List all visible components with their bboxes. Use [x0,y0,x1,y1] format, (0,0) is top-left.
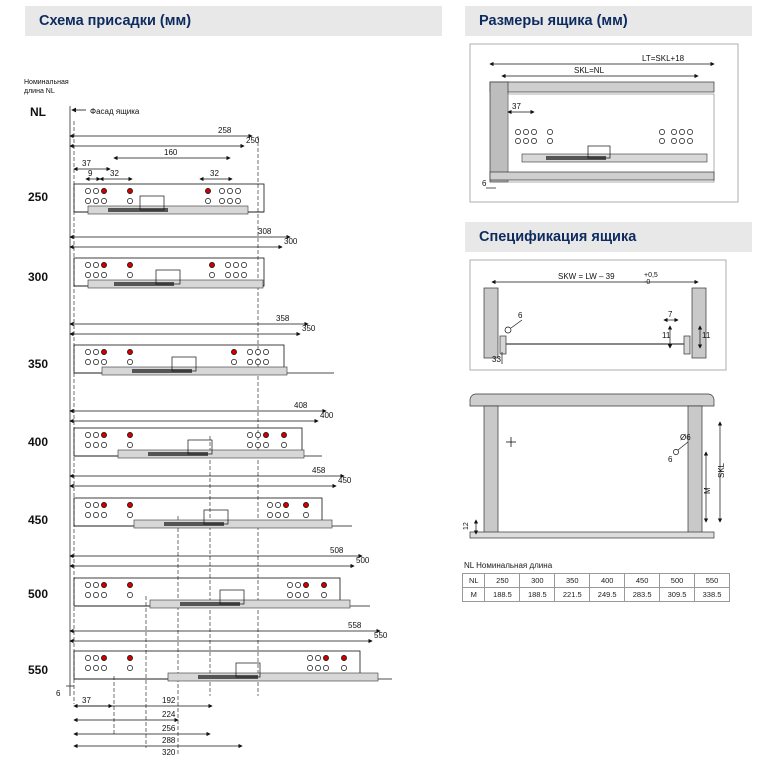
row-350 [28,345,334,375]
table-row-m [463,588,730,602]
panel-title-drilling-scheme: Схема присадки (мм) [22,6,442,36]
nominal-length-label-line1: Номинальная [24,79,69,86]
nl-table-caption: NL Номинальная длина [464,561,553,570]
nominal-length-label-line2: длина NL [24,88,55,95]
dim-408: 408 [294,401,308,410]
dim-dia6-bottom: Ø6 [680,433,691,442]
dim-6-drawer: 6 [482,179,487,188]
m-450: 283.5 [625,588,660,602]
dim-32-b: 32 [210,169,219,178]
dim-11-b: 11 [702,331,711,340]
dim-192: 192 [162,696,176,705]
nl-250: 250 [485,574,520,588]
m-500: 309.5 [660,588,695,602]
drawer-dimensions-diagram [462,36,752,216]
dim-32-a: 32 [110,169,119,178]
dim-lt: LT=SKL+18 [642,54,685,63]
row-label-250: 250 [28,190,49,204]
panel-title-drawer-spec: Спецификация ящика [462,222,752,252]
dim-skw-tol-lower: -0 [644,279,651,286]
row-label-500: 500 [28,587,49,601]
dim-37-bottom: 37 [82,696,91,705]
row-label-450: 450 [28,513,49,527]
dim-7: 7 [668,310,673,319]
nl-500: 500 [660,574,695,588]
dim-12: 12 [463,522,470,530]
dim-250-top: 250 [246,136,260,145]
dim-288: 288 [162,736,176,745]
dim-11-a: 11 [662,331,671,340]
row-450 [28,498,352,528]
table-row-nl [463,574,730,588]
row-label-300: 300 [28,270,49,284]
dim-300: 300 [284,237,298,246]
m-400: 249.5 [590,588,625,602]
dim-258-top: 258 [218,126,232,135]
dim-320: 320 [162,748,176,756]
right-column [462,6,752,602]
nl-300: 300 [520,574,555,588]
dim-6-bottom: 6 [56,689,61,698]
dim-458: 458 [312,466,326,475]
dim-33: 33 [492,355,501,364]
row-500 [28,578,370,608]
dim-skw: SKW = LW – 39 [558,272,615,281]
left-column [22,6,442,756]
dim-37-drawer: 37 [512,102,521,111]
dim-450: 450 [338,476,352,485]
dim-skl: SKL=NL [574,66,605,75]
drawer-spec-bottom-diagram [462,382,752,557]
dim-500: 500 [356,556,370,565]
dim-358: 358 [276,314,290,323]
dim-160: 160 [164,148,178,157]
nl-550: 550 [695,574,730,588]
row-300 [28,258,264,288]
row-label-550: 550 [28,663,49,677]
dim-9: 9 [88,169,93,178]
dim-224: 224 [162,710,176,719]
dim-508: 508 [330,546,344,555]
drilling-scheme-diagram [22,36,442,756]
nl-row-label: NL [463,574,485,588]
dim-256: 256 [162,724,176,733]
dim-550: 550 [374,631,388,640]
row-400 [28,428,322,458]
dim-m-vertical: M [703,487,712,494]
dim-308: 308 [258,227,272,236]
m-row-label: M [463,588,485,602]
row-250 [28,184,264,214]
dim-dia-6-spec: 6 [518,311,523,320]
drawer-spec-top-diagram [462,252,752,382]
nl-350: 350 [555,574,590,588]
nl-table [462,573,730,602]
dim-400: 400 [320,411,334,420]
dim-skw-tol-upper: +0,5 [644,272,658,279]
dim-6-bottom-spec: 6 [668,455,673,464]
panel-title-drawer-dimensions: Размеры ящика (мм) [462,6,752,36]
m-550: 338.5 [695,588,730,602]
dim-37-top: 37 [82,159,91,168]
m-300: 188.5 [520,588,555,602]
m-350: 221.5 [555,588,590,602]
facade-label: Фасад ящика [90,107,140,116]
row-label-350: 350 [28,357,49,371]
nl-header: NL [30,105,46,119]
nl-400: 400 [590,574,625,588]
dim-558: 558 [348,621,362,630]
nl-450: 450 [625,574,660,588]
row-label-400: 400 [28,435,49,449]
m-250: 188.5 [485,588,520,602]
dim-skl-vertical: SKL [717,462,726,478]
dim-350: 350 [302,324,316,333]
